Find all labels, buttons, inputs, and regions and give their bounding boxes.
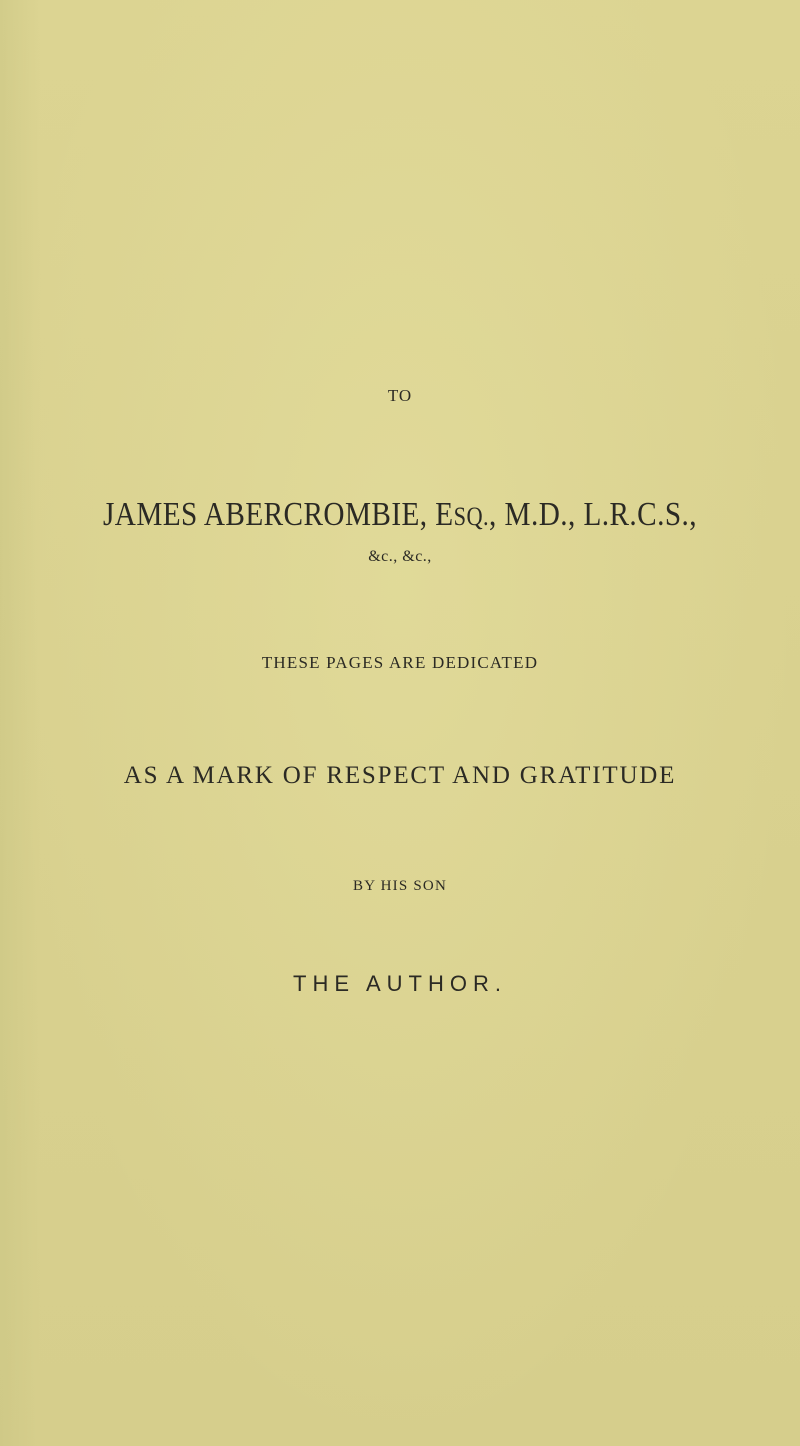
dedicatee-name-main: JAMES ABERCROMBIE, E xyxy=(102,496,454,533)
dedication-by-son: BY HIS SON xyxy=(353,878,447,894)
dedicatee-name-smallcaps: SQ. xyxy=(453,502,490,531)
dedication-to: TO xyxy=(387,386,413,405)
dedicatee-name-credentials: , M.D., L.R.C.S., xyxy=(489,496,698,533)
dedicatee-name xyxy=(56,496,744,534)
dedication-respect: AS A MARK OF RESPECT AND GRATITUDE xyxy=(123,762,677,789)
dedicatee-etc: &c., &c., xyxy=(368,548,432,565)
dedication-author: THE AUTHOR. xyxy=(293,971,507,996)
dedication-statement: THESE PAGES ARE DEDICATED xyxy=(261,653,539,672)
